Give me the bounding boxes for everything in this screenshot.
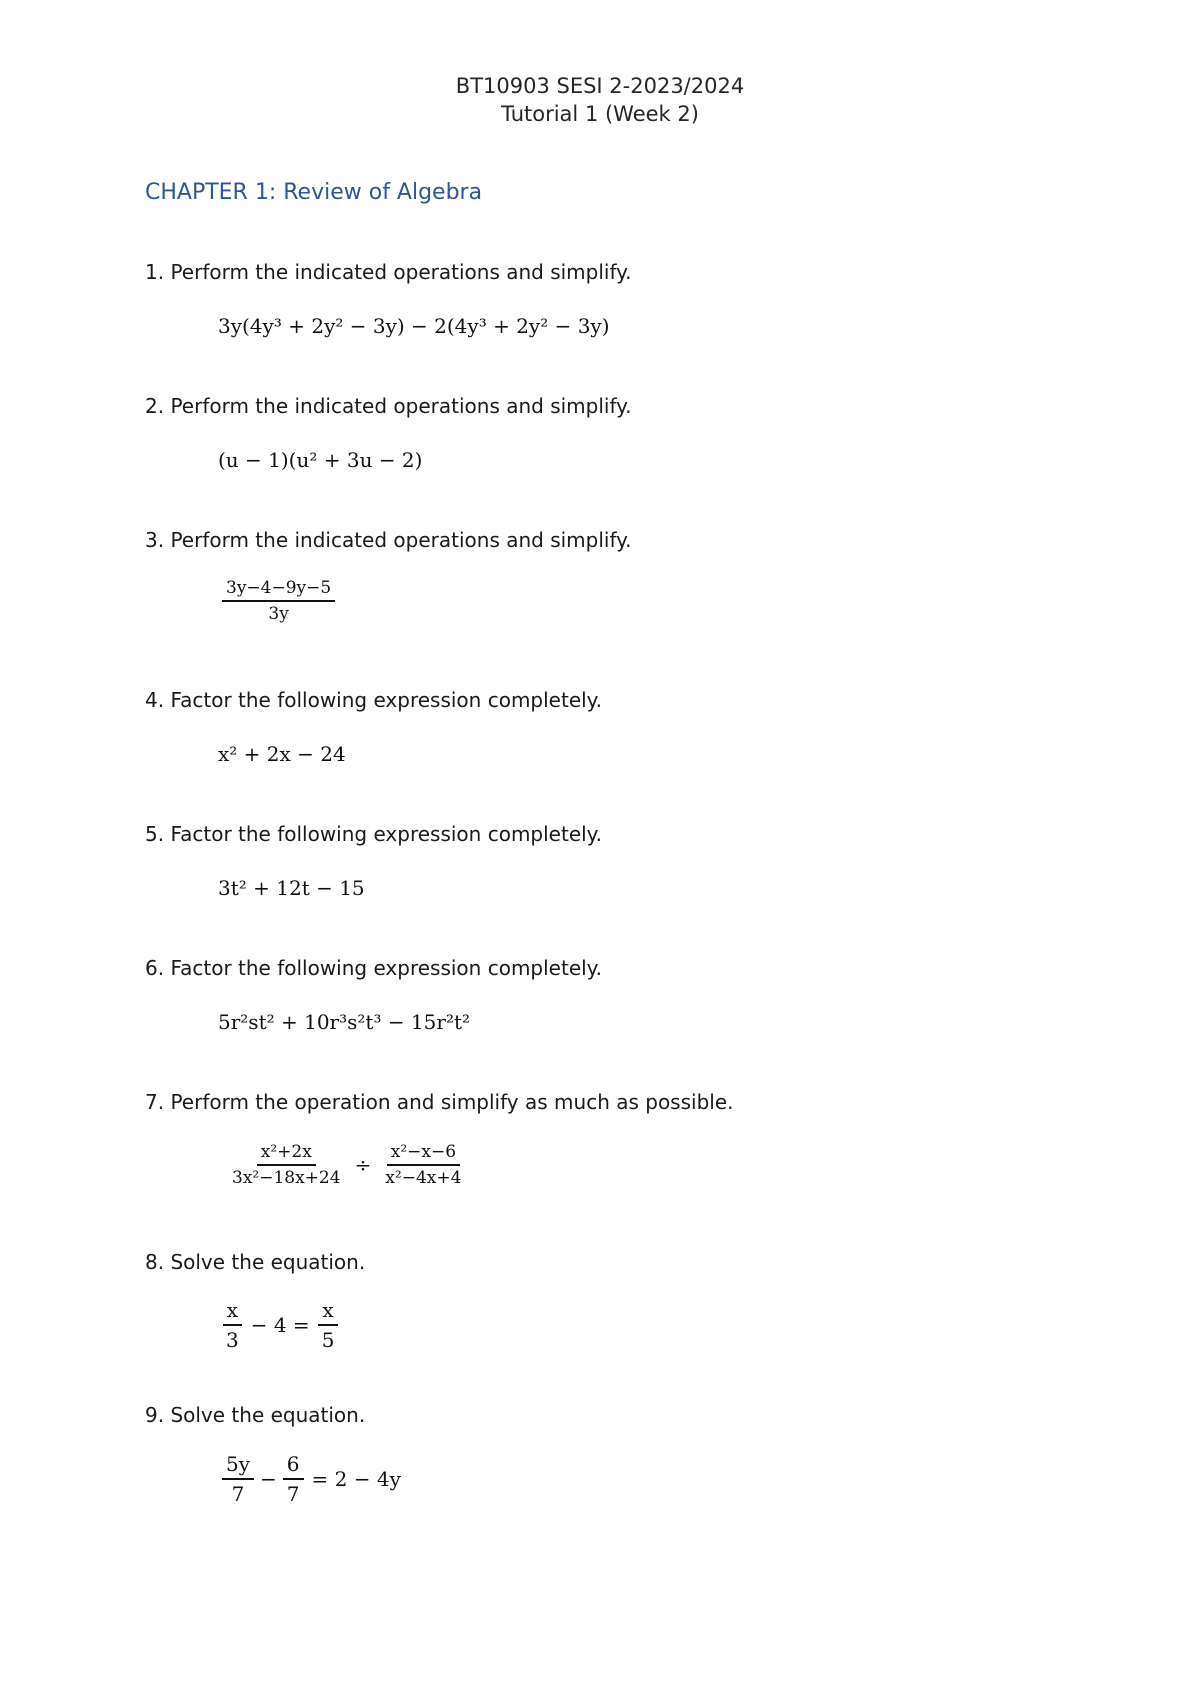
- right-numerator: 6: [283, 1452, 304, 1480]
- course-code: BT10903 SESI 2-2023/2024: [455, 74, 745, 98]
- chapter-title: CHAPTER 1: Review of Algebra: [145, 180, 483, 205]
- left-denominator: 3: [226, 1328, 239, 1352]
- left-denominator: 3x²−18x+24: [232, 1168, 341, 1188]
- minus-operator: −: [260, 1467, 277, 1491]
- question-5-prompt: 5. Factor the following expression completely.: [145, 822, 603, 846]
- fraction: [222, 578, 335, 624]
- question-3-prompt: 3. Perform the indicated operations and simplify.: [145, 528, 632, 552]
- question-9-prompt: 9. Solve the equation.: [145, 1403, 366, 1427]
- question-6-expression: 5r²st² + 10r³s²t³ − 15r²t²: [218, 1010, 471, 1034]
- left-denominator: 7: [231, 1482, 245, 1506]
- fraction-numerator: 3y−4−9y−5: [222, 578, 335, 602]
- right-numerator: x: [318, 1298, 337, 1326]
- question-2-expression: (u − 1)(u² + 3u − 2): [218, 448, 423, 472]
- right-denominator: 7: [286, 1482, 300, 1506]
- question-7-prompt: 7. Perform the operation and simplify as much as possible.: [145, 1090, 734, 1114]
- question-4-expression: x² + 2x − 24: [218, 742, 346, 766]
- question-1-prompt: 1. Perform the indicated operations and simplify.: [145, 260, 632, 284]
- question-4-prompt: 4. Factor the following expression completely.: [145, 688, 603, 712]
- equation-middle: − 4 =: [250, 1313, 310, 1337]
- right-numerator: x²−x−6: [387, 1142, 460, 1166]
- question-6-prompt: 6. Factor the following expression completely.: [145, 956, 603, 980]
- tutorial-title: Tutorial 1 (Week 2): [501, 102, 699, 126]
- right-denominator: 5: [321, 1328, 335, 1352]
- left-fraction: [222, 1452, 254, 1506]
- right-fraction: [318, 1298, 339, 1352]
- question-8-prompt: 8. Solve the equation.: [145, 1250, 366, 1274]
- question-3-expression: [218, 578, 339, 624]
- right-denominator: x²−4x+4: [385, 1168, 462, 1188]
- question-7-expression: [224, 1142, 469, 1188]
- right-fraction: [381, 1142, 465, 1188]
- left-numerator: x: [223, 1298, 242, 1326]
- divide-operator: ÷: [354, 1153, 372, 1177]
- document-header: [0, 72, 1200, 128]
- question-1-expression: 3y(4y³ + 2y² − 3y) − 2(4y³ + 2y² − 3y): [218, 314, 610, 338]
- right-fraction: [283, 1452, 304, 1506]
- question-2-prompt: 2. Perform the indicated operations and simplify.: [145, 394, 632, 418]
- left-numerator: x²+2x: [257, 1142, 316, 1166]
- fraction-denominator: 3y: [268, 604, 289, 624]
- left-fraction: [228, 1142, 345, 1188]
- left-fraction: [222, 1298, 243, 1352]
- question-8-expression: [218, 1298, 342, 1352]
- question-5-expression: 3t² + 12t − 15: [218, 876, 365, 900]
- question-9-expression: [218, 1452, 401, 1506]
- left-numerator: 5y: [222, 1452, 254, 1480]
- equation-rhs: = 2 − 4y: [311, 1467, 401, 1491]
